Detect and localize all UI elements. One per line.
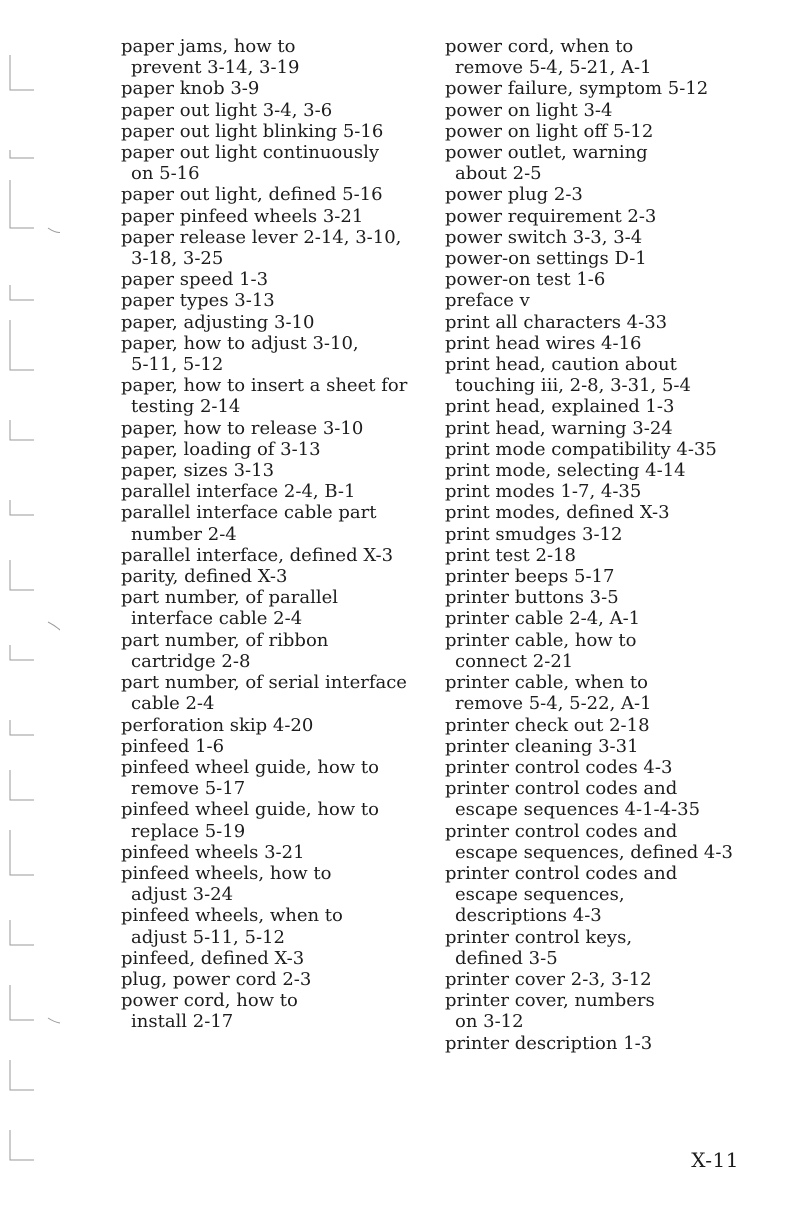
index-entry-continuation: on 3-12: [455, 1011, 524, 1033]
index-entry: [445, 630, 765, 672]
index-entry-text: power requirement 2-3: [445, 205, 657, 227]
index-entry: [445, 460, 765, 481]
index-entry-text: printer control codes 4-3: [445, 756, 673, 778]
index-entry-text: preface v: [445, 290, 530, 312]
index-entry-continuation: defined 3-5: [455, 947, 558, 969]
index-entry: [445, 269, 765, 290]
index-entry-text: power-on settings D-1: [445, 248, 647, 270]
index-entry-text: print smudges 3-12: [445, 523, 623, 545]
index-entry-continuation: cartridge 2-8: [131, 650, 251, 672]
index-entry: [121, 36, 431, 78]
index-entry: [445, 206, 765, 227]
index-entry: [121, 290, 431, 311]
index-entry-text: printer control codes and: [445, 820, 678, 842]
index-entry-continuation: install 2-17: [131, 1011, 234, 1033]
index-entry-text: printer cable, how to: [445, 629, 637, 651]
index-entry-text: print test 2-18: [445, 544, 576, 566]
index-entry: [445, 715, 765, 736]
index-entry: [121, 460, 431, 481]
index-entry-text: print head wires 4-16: [445, 332, 642, 354]
index-entry: [445, 184, 765, 205]
index-entry-text: part number, of parallel: [121, 587, 339, 609]
index-entry-text: paper, loading of 3-13: [121, 438, 321, 460]
index-entry: [445, 587, 765, 608]
index-entry-continuation: cable 2-4: [131, 693, 215, 715]
index-entry-text: power-on test 1-6: [445, 269, 606, 291]
index-entry-text: parity, defined X-3: [121, 566, 288, 588]
index-entry-continuation: 5-11, 5-12: [131, 354, 224, 376]
index-entry: [445, 969, 765, 990]
index-entry-text: pinfeed, defined X-3: [121, 947, 305, 969]
index-entry: [445, 354, 765, 396]
index-entry-text: paper out light continuously: [121, 142, 380, 164]
index-entry: [445, 121, 765, 142]
index-entry-text: printer beeps 5-17: [445, 566, 615, 588]
index-entry: [121, 587, 431, 629]
index-entry: [445, 227, 765, 248]
index-entry-text: print modes, defined X-3: [445, 502, 670, 524]
index-entry-text: perforation skip 4-20: [121, 714, 314, 736]
index-entry: [445, 757, 765, 778]
index-entry-continuation: escape sequences 4-1-4-35: [455, 799, 701, 821]
index-entry: [445, 418, 765, 439]
index-entry-continuation: connect 2-21: [455, 650, 574, 672]
index-entry-text: paper, how to adjust 3-10,: [121, 332, 359, 354]
index-entry-text: paper speed 1-3: [121, 269, 269, 291]
index-entry: [121, 227, 431, 269]
index-entry-text: print head, explained 1-3: [445, 396, 675, 418]
index-entry-text: print all characters 4-33: [445, 311, 668, 333]
index-entry: [121, 905, 431, 947]
index-entry-continuation: prevent 3-14, 3-19: [131, 57, 300, 79]
index-entry-continuation: remove 5-17: [131, 778, 246, 800]
index-entry: [445, 439, 765, 460]
index-entry-text: print modes 1-7, 4-35: [445, 481, 642, 503]
index-entry: [445, 821, 765, 863]
index-entry: [445, 481, 765, 502]
index-entry: [445, 524, 765, 545]
index-entry: [445, 736, 765, 757]
index-entry: [445, 396, 765, 417]
index-entry-text: printer cable 2-4, A-1: [445, 608, 641, 630]
index-entry-text: plug, power cord 2-3: [121, 968, 312, 990]
index-entry: [121, 184, 431, 205]
index-entry-text: printer description 1-3: [445, 1032, 653, 1054]
index-entry: [445, 78, 765, 99]
index-entry-continuation: number 2-4: [131, 523, 237, 545]
index-entry-text: printer cleaning 3-31: [445, 735, 639, 757]
index-entry-text: power plug 2-3: [445, 184, 583, 206]
index-entry: [121, 502, 431, 544]
index-entry-text: printer control keys,: [445, 926, 633, 948]
index-entry: [121, 990, 431, 1032]
index-entry-text: paper, adjusting 3-10: [121, 311, 315, 333]
index-entry-text: parallel interface, defined X-3: [121, 544, 394, 566]
index-entry-text: pinfeed wheels, when to: [121, 905, 343, 927]
index-entry: [121, 545, 431, 566]
index-entry-continuation: testing 2-14: [131, 396, 241, 418]
index-entry-text: paper knob 3-9: [121, 78, 260, 100]
index-entry-text: part number, of serial interface: [121, 672, 407, 694]
index-entry: [121, 863, 431, 905]
index-entry: [445, 778, 765, 820]
index-entry-text: power on light off 5-12: [445, 120, 654, 142]
index-entry: [121, 969, 431, 990]
index-entry-text: printer cover 2-3, 3-12: [445, 968, 652, 990]
index-entry-text: pinfeed wheels, how to: [121, 862, 332, 884]
index-entry: [121, 121, 431, 142]
index-entry: [445, 672, 765, 714]
index-entry-text: printer cable, when to: [445, 672, 648, 694]
index-entry: [121, 672, 431, 714]
index-entry: [121, 269, 431, 290]
index-entry: [445, 290, 765, 311]
index-entry-continuation: on 5-16: [131, 163, 200, 185]
index-entry: [121, 948, 431, 969]
index-entry: [121, 566, 431, 587]
index-entry-text: print head, caution about: [445, 354, 677, 376]
index-entry: [445, 142, 765, 184]
index-entry-continuation: 3-18, 3-25: [131, 248, 224, 270]
index-entry-text: power failure, symptom 5-12: [445, 78, 709, 100]
index-entry-continuation: remove 5-4, 5-22, A-1: [455, 693, 652, 715]
index-entry: [445, 545, 765, 566]
index-entry: [445, 863, 765, 927]
index-entry-text: part number, of ribbon: [121, 629, 329, 651]
index-entry-continuation: descriptions 4-3: [455, 905, 602, 927]
index-entry-text: printer check out 2-18: [445, 714, 650, 736]
page-number: X-11: [691, 1148, 739, 1172]
index-entry: [445, 312, 765, 333]
index-entry-text: paper types 3-13: [121, 290, 275, 312]
index-entry: [445, 990, 765, 1032]
index-entry: [121, 100, 431, 121]
index-entry: [121, 333, 431, 375]
index-entry: [121, 78, 431, 99]
index-entry-text: printer cover, numbers: [445, 990, 655, 1012]
index-entry-text: paper out light 3-4, 3-6: [121, 99, 333, 121]
index-entry: [445, 608, 765, 629]
index-entry-text: power cord, how to: [121, 990, 298, 1012]
index-entry: [121, 842, 431, 863]
index-entry-text: power switch 3-3, 3-4: [445, 226, 643, 248]
index-entry: [121, 312, 431, 333]
index-entry-text: pinfeed wheel guide, how to: [121, 756, 379, 778]
index-entry: [121, 736, 431, 757]
index-entry-continuation: adjust 5-11, 5-12: [131, 926, 285, 948]
index-entry-continuation: interface cable 2-4: [131, 608, 303, 630]
index-entry-text: paper pinfeed wheels 3-21: [121, 205, 364, 227]
index-entry-continuation: remove 5-4, 5-21, A-1: [455, 57, 652, 79]
index-entry-text: paper, how to insert a sheet for: [121, 375, 408, 397]
index-entry-text: power on light 3-4: [445, 99, 613, 121]
index-entry-text: print mode compatibility 4-35: [445, 438, 717, 460]
index-column-right: [445, 36, 765, 1054]
index-entry: [445, 927, 765, 969]
index-column-left: [121, 36, 431, 1033]
index-entry-text: print head, warning 3-24: [445, 417, 673, 439]
index-entry-text: power cord, when to: [445, 36, 634, 57]
index-entry-text: parallel interface cable part: [121, 502, 377, 524]
index-entry-text: paper out light blinking 5-16: [121, 120, 384, 142]
index-entry: [445, 100, 765, 121]
index-entry-text: power outlet, warning: [445, 142, 648, 164]
index-entry-text: paper, how to release 3-10: [121, 417, 364, 439]
index-entry-text: paper release lever 2-14, 3-10,: [121, 226, 402, 248]
index-entry-continuation: escape sequences,: [455, 884, 625, 906]
index-entry: [121, 418, 431, 439]
index-entry-text: printer control codes and: [445, 778, 678, 800]
index-entry: [121, 799, 431, 841]
index-entry: [445, 502, 765, 523]
index-entry-continuation: escape sequences, defined 4-3: [455, 841, 733, 863]
index-entry-text: paper, sizes 3-13: [121, 460, 275, 482]
index-entry-continuation: replace 5-19: [131, 820, 246, 842]
index-entry-text: paper jams, how to: [121, 36, 296, 57]
index-entry: [121, 757, 431, 799]
index-entry: [445, 248, 765, 269]
index-entry: [445, 1033, 765, 1054]
index-entry: [121, 375, 431, 417]
index-entry: [445, 566, 765, 587]
binding-margin-marks: [0, 0, 60, 1224]
index-entry-text: printer control codes and: [445, 862, 678, 884]
index-entry-continuation: touching iii, 2-8, 3-31, 5-4: [455, 375, 691, 397]
index-entry-text: print mode, selecting 4-14: [445, 460, 686, 482]
index-entry-continuation: about 2-5: [455, 163, 542, 185]
index-entry: [121, 715, 431, 736]
index-entry-text: pinfeed 1-6: [121, 735, 225, 757]
index-entry-continuation: adjust 3-24: [131, 884, 234, 906]
index-entry: [121, 481, 431, 502]
index-entry: [121, 206, 431, 227]
index-entry-text: pinfeed wheels 3-21: [121, 841, 305, 863]
index-entry-text: printer buttons 3-5: [445, 587, 619, 609]
index-entry-text: parallel interface 2-4, B-1: [121, 481, 356, 503]
index-entry-text: paper out light, defined 5-16: [121, 184, 383, 206]
index-entry: [121, 439, 431, 460]
index-entry: [445, 36, 765, 78]
index-entry-text: pinfeed wheel guide, how to: [121, 799, 379, 821]
index-entry: [445, 333, 765, 354]
index-entry: [121, 630, 431, 672]
index-entry: [121, 142, 431, 184]
